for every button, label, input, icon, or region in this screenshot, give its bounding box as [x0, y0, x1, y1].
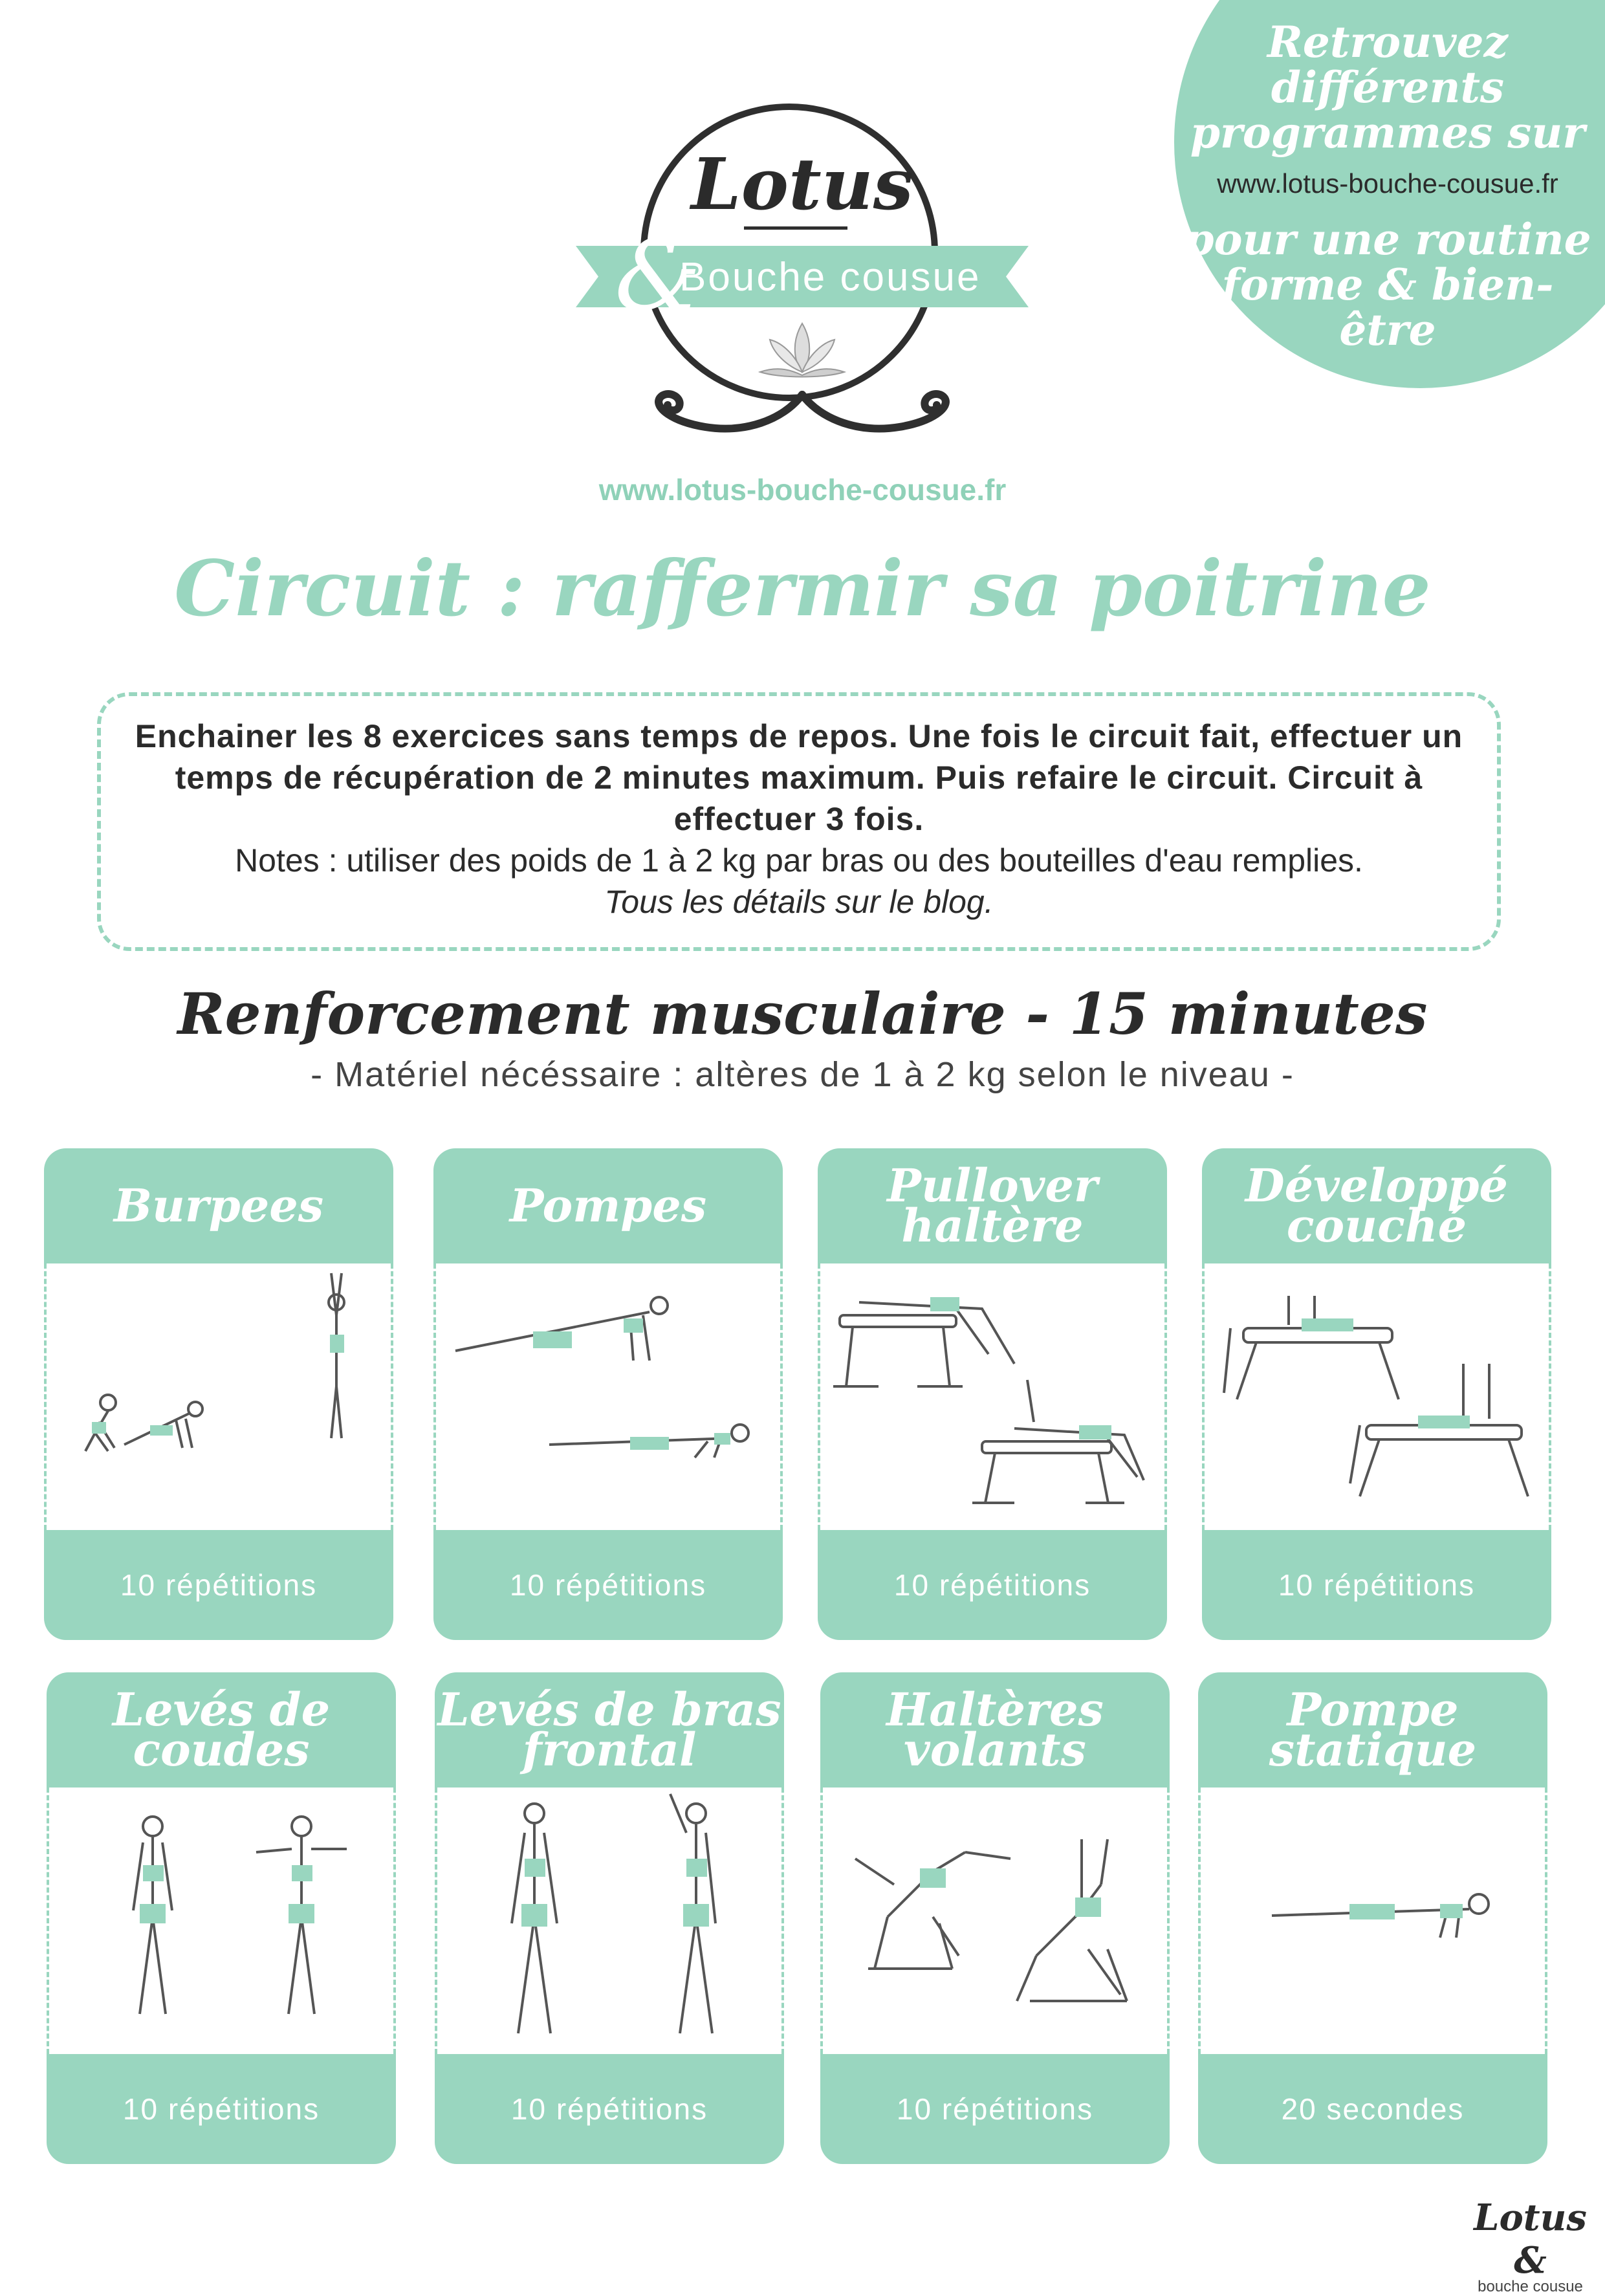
exercise-card-leves-de-bras-frontal [435, 1672, 784, 2164]
site-url[interactable]: www.lotus-bouche-cousue.fr [598, 473, 1007, 507]
ornament-icon [634, 382, 970, 446]
instructions-text: Enchainer les 8 exercices sans temps de repos. Une fois le circuit fait, effectuer un temps de récupération de 2 minutes maximum. Puis refaire le circuit. Circuit à effectuer 3 fois. [135, 718, 1463, 837]
lotus-flower-icon [754, 320, 851, 378]
section-title: Renforcement musculaire - 15 minutes [177, 980, 1428, 1047]
logo-brand: Lotus [691, 142, 913, 226]
exercise-card-pullover [818, 1148, 1167, 1640]
exercise-illustration [44, 1263, 393, 1530]
exercise-reps: 10 répétitions [120, 1568, 318, 1602]
exercise-card-pompes [433, 1148, 783, 1640]
exercise-card-developpe-couche [1202, 1148, 1551, 1640]
instructions-notes: Notes : utiliser des poids de 1 à 2 kg par bras ou des bouteilles d'eau remplies. [235, 842, 1363, 879]
exercise-illustration [433, 1263, 783, 1530]
exercise-name: Pompes [509, 1179, 707, 1232]
logo [569, 97, 1035, 459]
exercise-card-burpees [44, 1148, 393, 1640]
exercise-name: Levés de coudes [112, 1683, 331, 1777]
promo-text-bottom: pour une routine forme & bien-être [1184, 214, 1591, 355]
promo-circle [1174, 0, 1605, 388]
exercise-illustration [1202, 1263, 1551, 1530]
material-note: - Matériel nécéssaire : altères de 1 à 2 kg selon le niveau - [311, 1055, 1294, 1094]
exercise-name: Pullover haltère [887, 1159, 1098, 1252]
instructions-blog-link: Tous les détails sur le blog. [604, 884, 994, 920]
logo-divider [744, 226, 847, 230]
exercise-name: Haltères volants [886, 1683, 1104, 1777]
footer-subtitle: bouche cousue [1478, 2278, 1583, 2295]
exercise-reps: 10 répétitions [510, 2092, 708, 2126]
exercise-reps: 10 répétitions [122, 2092, 320, 2126]
logo-ampersand: & [615, 220, 701, 333]
exercise-illustration [47, 1788, 396, 2054]
exercise-illustration [435, 1788, 784, 2054]
exercise-card-halteres-volants [820, 1672, 1170, 2164]
exercise-name: Pompe statique [1269, 1683, 1477, 1777]
instructions-box [97, 692, 1501, 951]
exercise-illustration [1198, 1788, 1547, 2054]
footer-brand: Lotus & [1474, 2196, 1587, 2282]
exercise-name: Levés de bras frontal [437, 1683, 781, 1777]
exercise-card-pompe-statique [1198, 1672, 1547, 2164]
logo-subtitle: Bouche cousue [679, 255, 981, 300]
promo-text-top: Retrouvez différents programmes sur [1190, 17, 1586, 158]
exercise-name: Développé couché [1245, 1159, 1509, 1252]
exercise-illustration [820, 1788, 1170, 2054]
page-title: Circuit : raffermir sa poitrine [174, 543, 1431, 633]
exercise-reps: 20 secondes [1281, 2092, 1465, 2126]
footer-logo [1456, 2196, 1605, 2296]
exercise-reps: 10 répétitions [893, 1568, 1091, 1602]
exercise-reps: 10 répétitions [896, 2092, 1094, 2126]
exercise-reps: 10 répétitions [509, 1568, 707, 1602]
exercise-illustration [818, 1263, 1167, 1530]
exercise-card-leves-de-coudes [47, 1672, 396, 2164]
exercise-reps: 10 répétitions [1278, 1568, 1476, 1602]
promo-url[interactable]: www.lotus-bouche-cousue.fr [1217, 168, 1558, 199]
exercise-name: Burpees [113, 1179, 324, 1232]
